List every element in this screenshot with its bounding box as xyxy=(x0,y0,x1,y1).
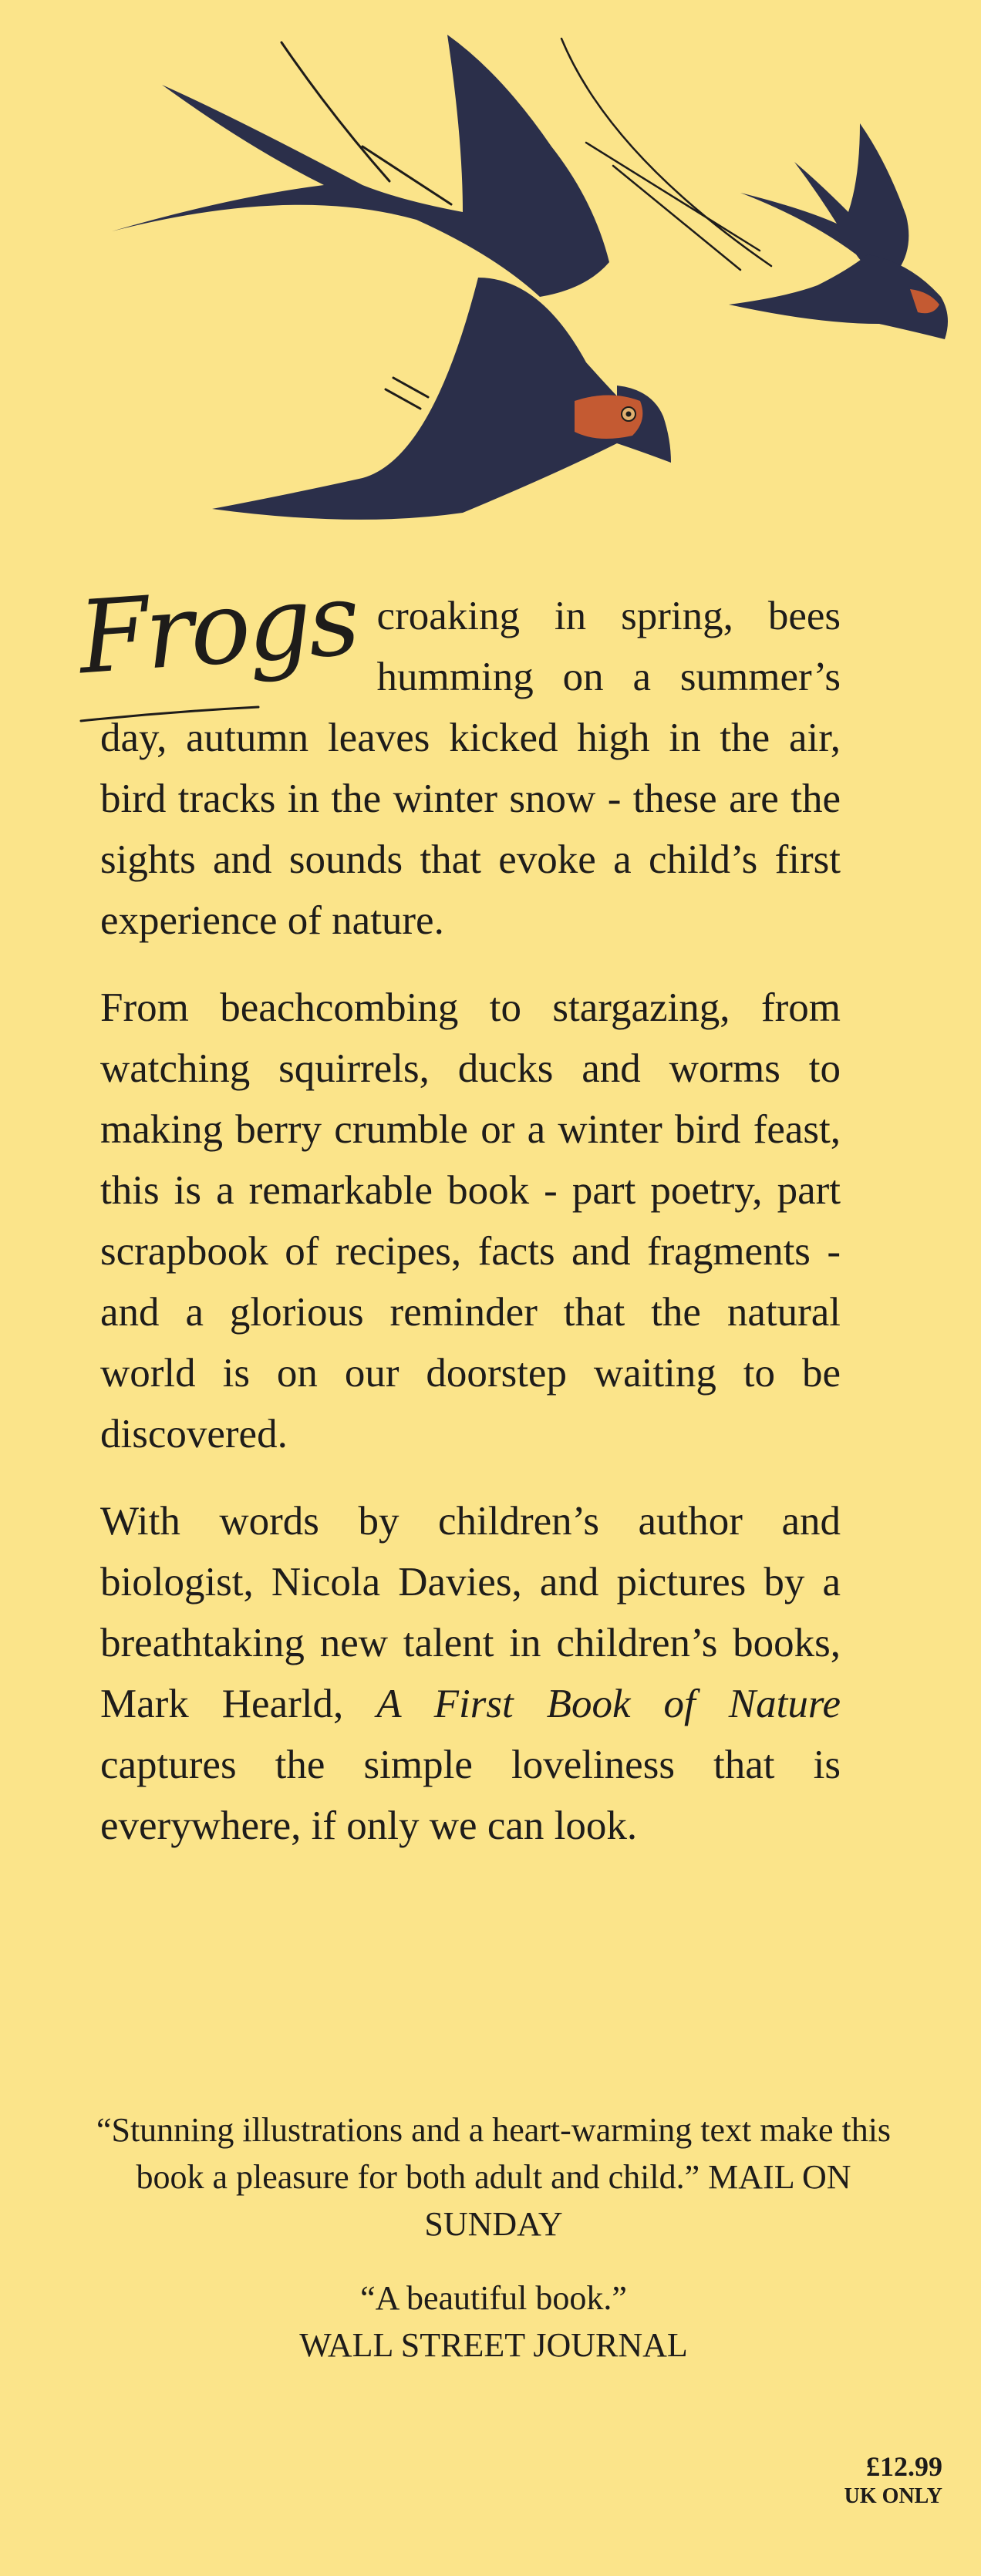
paragraph-3-before: With words by children’s author and biologist, Nicola Davies, and pictures by a breathtaking new talent in children’s books, Mark Hearld, xyxy=(100,1499,841,1726)
large-swallow xyxy=(112,35,671,520)
price-amount: £12.99 xyxy=(866,2451,942,2482)
small-swallow xyxy=(729,123,948,339)
paragraph-3-after: captures the simple loveliness that is everywhere, if only we can look. xyxy=(100,1743,841,1848)
swallows-illustration xyxy=(0,0,981,555)
book-title: A First Book of Nature xyxy=(376,1682,841,1726)
large-swallow-face xyxy=(575,396,642,439)
paragraph-1 xyxy=(75,560,841,951)
quote-2-text: “A beautiful book.” xyxy=(360,2279,627,2317)
quote-1-source: MAIL ON SUNDAY xyxy=(424,2158,851,2243)
paragraph-3 xyxy=(100,1491,841,1857)
dropcap-frogs: Frogs xyxy=(75,560,361,697)
price-region: UK ONLY xyxy=(844,2484,942,2508)
blurb xyxy=(75,560,841,1883)
quote-mail-on-sunday xyxy=(85,2106,902,2248)
quote-2-source: WALL STREET JOURNAL xyxy=(299,2326,688,2364)
motion-lines-large xyxy=(281,42,451,409)
paragraph-2: From beachcombing to stargazing, from watching squirrels, ducks and worms to making berry crumble or a winter bird feast, this is a remarkable book - part poetry, part scrapbook of recipes, facts and fragments - and a glorious reminder that the natural world is on our doorstep waiting to be discovered. xyxy=(100,985,841,1456)
quote-1-text: “Stunning illustrations and a heart-warming text make this book a pleasure for both adult and child.” xyxy=(96,2111,892,2196)
paragraph-1-text: croaking in spring, bees humming on a summer’s day, autumn leaves kicked high in the air, bird tracks in the winter snow - these are the sights and sounds that evoke a child’s first experience of nature. xyxy=(100,594,841,943)
quote-wall-street-journal xyxy=(85,2275,902,2369)
price-block xyxy=(844,2450,942,2509)
